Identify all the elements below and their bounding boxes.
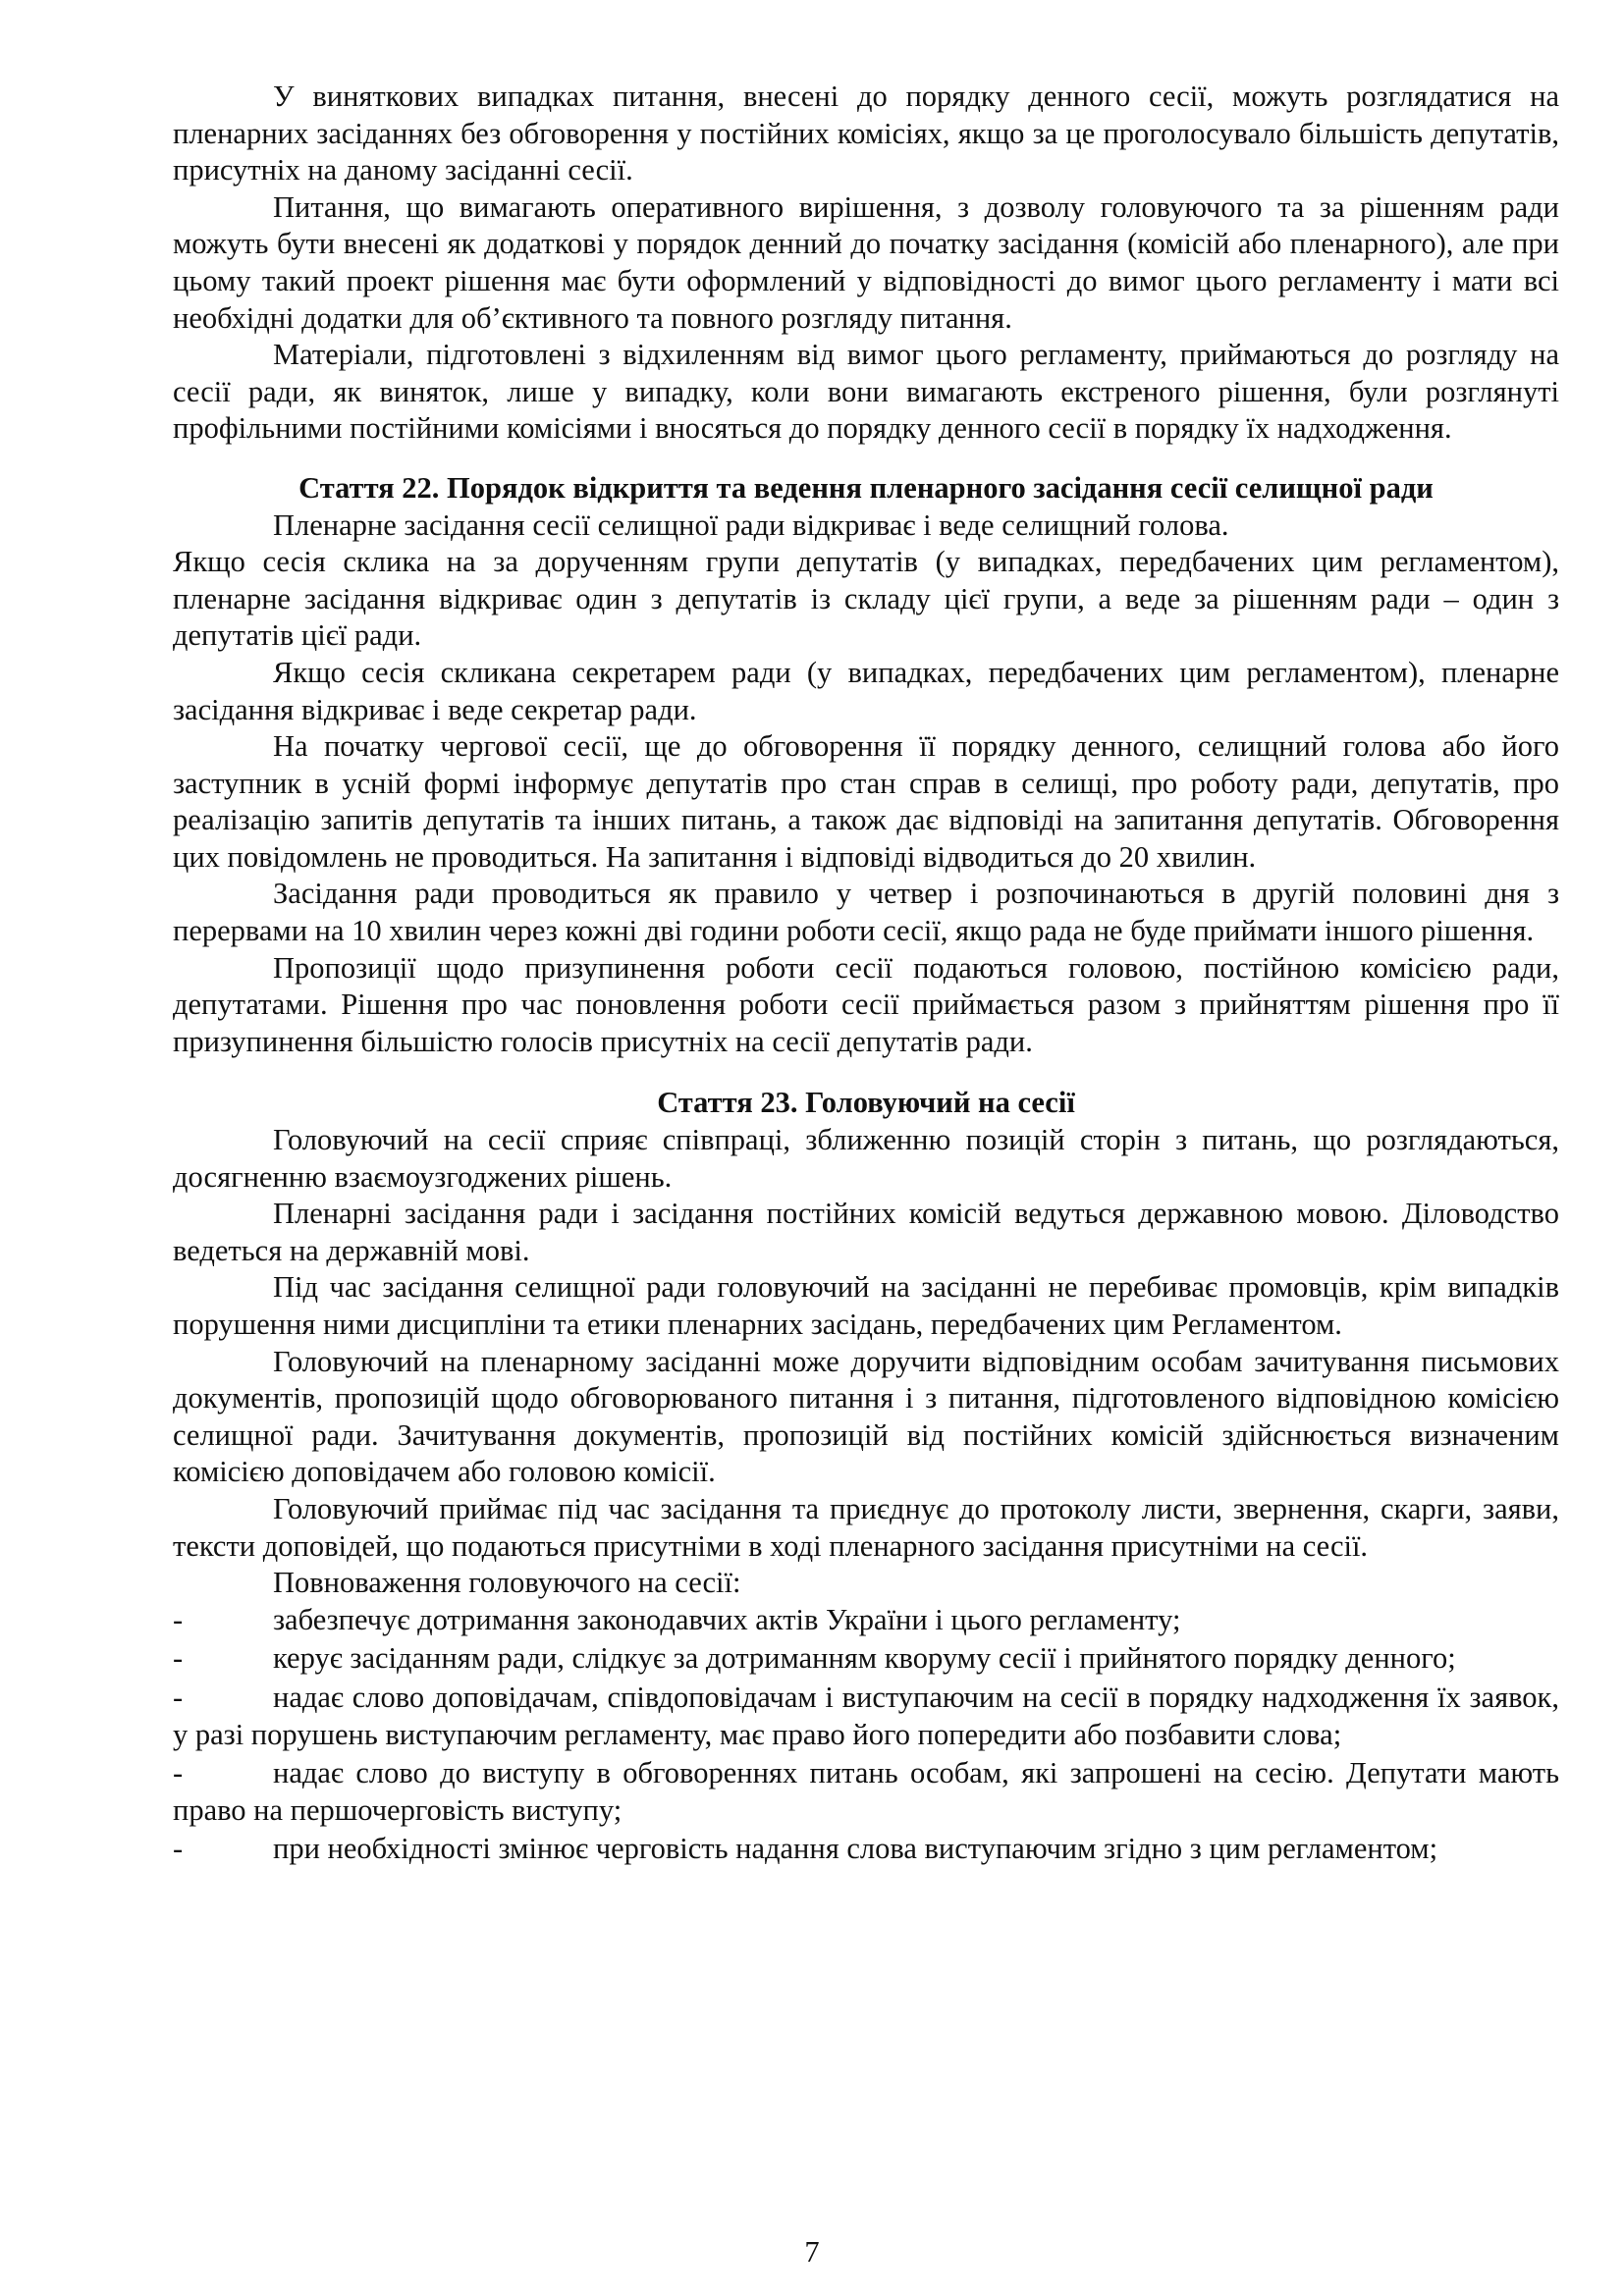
article-22-paragraph-2: Якщо сесія склика на за дорученням групи депутатів (у випадках, передбачених цим регламентом), пленарне засідання відкриває один з депутатів із складу цієї групи, а веде за рішенням ради – один з депутатів цієї ради. [173, 545, 1559, 653]
list-dash: - [173, 1680, 184, 1714]
article-22-heading: Стаття 22. Порядок відкриття та ведення пленарного засідання сесії селищної ради [298, 470, 1434, 505]
list-dash: - [173, 1641, 184, 1676]
list-item-text: забезпечує дотримання законодавчих актів України і цього регламенту; [273, 1602, 1181, 1636]
list-item [173, 1755, 1559, 1829]
list-dash: - [173, 1832, 184, 1866]
intro-paragraph-1: У виняткових випадках питання, внесені до порядку денного сесії, можуть розглядатися на пленарних засіданнях без обговорення у постійних комісіях, якщо за це проголосувало більшість депутатів, присутніх на даному засіданні сесії. [173, 80, 1559, 187]
list-item [173, 1640, 1559, 1678]
intro-paragraph-2: Питання, що вимагають оперативного вирішення, з дозволу головуючого та за рішенням ради можуть бути внесені як додаткові у порядок денний до початку засідання (комісій або пленарного), але при цьому такий проект рішення має бути оформлений у відповідності до вимог цього регламенту і мати всі необхідні додатки для об’єктивного та повного розгляду питання. [173, 189, 1559, 335]
article-23-paragraph-6: Повноваження головуючого на сесії: [273, 1566, 741, 1600]
page-number: 7 [804, 2235, 820, 2269]
article-22-paragraph-3: Якщо сесія скликана секретарем ради (у випадках, передбачених цим регламентом), пленарне засідання відкриває і веде секретар ради. [173, 655, 1559, 726]
list-item [173, 1680, 1559, 1753]
article-23-paragraph-3: Під час засідання селищної ради головуючий на засіданні не перебиває промовців, крім випадків порушення ними дисципліни та етики пленарних засідань, передбачених цим Регламентом. [173, 1270, 1559, 1341]
article-23-heading: Стаття 23. Головуючий на сесії [657, 1086, 1075, 1120]
list-dash: - [173, 1602, 184, 1636]
list-item-text: керує засіданням ради, слідкує за дотриманням кворуму сесії і прийнятого порядку денного; [273, 1641, 1456, 1676]
intro-paragraph-3: Матеріали, підготовлені з відхиленням від вимог цього регламенту, приймаються до розгляду на сесії ради, як виняток, лише у випадку, коли вони вимагають екстреного рішення, були розглянуті профільними постійними комісіями і вносяться до порядку денного сесії в порядку їх надходження. [173, 338, 1559, 446]
list-item [173, 1602, 1559, 1639]
article-23-paragraph-2: Пленарні засідання ради і засідання постійних комісій ведуться державною мовою. Діловодство ведеться на державній мові. [173, 1197, 1559, 1267]
list-item-text: при необхідності змінює черговість надання слова виступаючим згідно з цим регламентом; [273, 1832, 1438, 1866]
article-22-paragraph-4: На початку чергової сесії, ще до обговорення її порядку денного, селищний голова або його заступник в усній формі інформує депутатів про стан справ в селищі, про роботу ради, депутатів, про реалізацію запитів депутатів та інших питань, а також дає відповіді на запитання депутатів. Обговорення цих повідомлень не проводиться. На запитання і відповіді відводиться до 20 хвилин. [173, 729, 1559, 874]
article-22-paragraph-1: Пленарне засідання сесії селищної ради відкриває і веде селищний голова. [273, 507, 1229, 542]
list-item-text: надає слово доповідачам, співдоповідачам і виступаючим на сесії в порядку надходження їх заявок, у разі порушень виступаючим регламенту, має право його попередити або позбавити слова; [173, 1680, 1559, 1751]
article-23-paragraph-5: Головуючий приймає під час засідання та приєднує до протоколу листи, звернення, скарги, заяви, тексти доповідей, що подаються присутніми в ході пленарного засідання присутніми на сесії. [173, 1491, 1559, 1563]
article-22-paragraph-6: Пропозиції щодо призупинення роботи сесії подаються головою, постійною комісією ради, депутатами. Рішення про час поновлення роботи сесії приймається разом з прийняттям рішення про її призупинення більшістю голосів присутніх на сесії депутатів ради. [173, 950, 1559, 1058]
article-22-paragraph-5: Засідання ради проводиться як правило у четвер і розпочинаються в другій половині дня з перервами на 10 хвилин через кожні дві години роботи сесії, якщо рада не буде приймати іншого рішення. [173, 877, 1559, 948]
list-dash: - [173, 1756, 184, 1790]
powers-list [173, 1602, 1559, 1868]
list-item-text: надає слово до виступу в обговореннях питань особам, які запрошені на сесію. Депутати мають право на першочерговість виступу; [173, 1756, 1559, 1827]
article-23-paragraph-1: Головуючий на сесії сприяє співпраці, зближенню позицій сторін з питань, що розглядаються, досягненню взаємоузгоджених рішень. [173, 1123, 1559, 1194]
list-item [173, 1831, 1559, 1868]
article-23-paragraph-4: Головуючий на пленарному засіданні може доручити відповідним особам зачитування письмових документів, пропозицій щодо обговорюваного питання і з питання, підготовленого відповідною комісією селищної ради. Зачитування документів, пропозицій від постійних комісій здійснюється визначеним комісією доповідачем або головою комісії. [173, 1344, 1559, 1489]
